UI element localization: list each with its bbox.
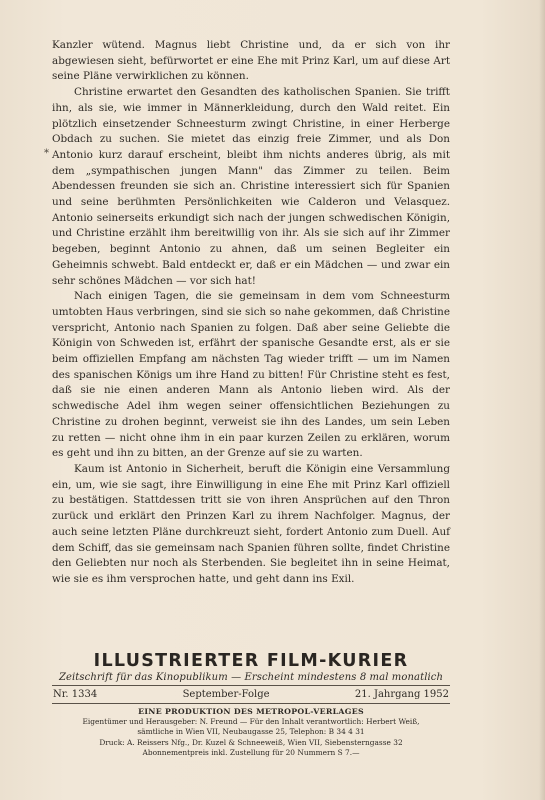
imprint-line: Druck: A. Reissers Nfg., Dr. Kuzel & Schneeweiß, Wien VII, Siebensterngasse 32: [99, 737, 403, 747]
divider: [52, 685, 450, 686]
masthead: [52, 651, 450, 758]
imprint-line: Eigentümer und Herausgeber: N. Freund — Für den Inhalt verantwortlich: Herbert Weiß,: [82, 717, 420, 727]
issue-info: [52, 688, 450, 701]
paragraph: Christine erwartet den Gesandten des katholischen Spanien. Sie trifft ihn, als sie, wie immer in Männerkleidung, durch den Wald reitet. Ein plötzlich einsetzender Schneesturm zwingt Christine, in einer Herberge Obdach zu suchen. Sie mietet das einzig freie Zimmer, und als Don Antonio kurz darauf erscheint, bleibt ihm nichts anderes übrig, als mit dem „sympathischen jungen Mann" das Zimmer zu teilen. Beim Abendessen freunden sie sich an. Christine interessiert sich für Spanien und seine berühmten Persönlichkeiten wie Calderon und Velasquez. Antonio seinerseits erkundigt sich nach der jungen schwedischen Königin, und Christine erzählt ihm bereitwillig von ihr. Als sie sich auf ihr Zimmer begeben, beginnt Antonio zu ahnen, daß um seinen Begleiter ein Geheimnis schwebt. Bald entdeckt er, daß er ein Mädchen — und zwar ein sehr schönes Mädchen — vor sich hat!: [52, 86, 450, 287]
paragraph: Kanzler wütend. Magnus liebt Christine und, da er sich von ihr abgewiesen sieht, befürwortet er eine Ehe mit Prinz Karl, um auf diese Art seine Pläne verwirklichen zu können.: [52, 39, 450, 83]
issue-series: September-Folge: [182, 689, 270, 700]
margin-mark: *: [44, 148, 49, 159]
paragraph: Kaum ist Antonio in Sicherheit, beruft die Königin eine Versammlung ein, um, wie sie sagt, ihre Einwilligung in eine Ehe mit Prinz Karl offiziell zu bestätigen. Stattdessen tritt sie von ihren Ansprüchen auf den Thron zurück und erklärt den Prinzen Karl zu ihrem Nachfolger. Magnus, der auch seine letzten Pläne durchkreuzt sieht, fordert Antonio zum Duell. Auf dem Schiff, das sie gemeinsam nach Spanien führen sollte, findet Christine den Geliebten nur noch als Sterbenden. Sie begleitet ihn in seine Heimat, wie sie es ihm versprochen hatte, und geht dann ins Exil.: [52, 462, 450, 585]
imprint-line: Abonnementpreis inkl. Zustellung für 20 Nummern S 7.—: [142, 747, 360, 757]
page-edge-shadow: [539, 0, 545, 800]
magazine-subtitle: Zeitschrift für das Kinopublikum — Erscheint mindestens 8 mal monatlich: [58, 672, 444, 683]
divider: [52, 703, 450, 704]
magazine-title: ILLUSTRIERTER FILM-KURIER: [93, 651, 409, 671]
issue-volume: 21. Jahrgang 1952: [354, 689, 449, 700]
imprint: [52, 707, 450, 758]
paragraph: Nach einigen Tagen, die sie gemeinsam in dem vom Schneesturm umtobten Haus verbringen, sind sie sich so nahe gekommen, daß Christine verspricht, Antonio nach Spanien zu folgen. Daß aber seine Geliebte die Königin von Schweden ist, erfährt der spanische Gesandte erst, als er sie beim offiziellen Empfang am nächsten Tag wieder trifft — um im Namen des spanischen Königs um ihre Hand zu bitten! Für Christine steht es fest, daß sie nie einen anderen Mann als Antonio lieben wird. Als der schwedische Adel ihm wegen seiner offensichtlichen Beziehungen zu Christine zu drohen beginnt, verweist sie ihn des Landes, um sein Leben zu retten — nicht ohne ihm in ein paar kurzen Zeilen zu erklären, worum es geht und ihn zu bitten, an der Grenze auf sie zu warten.: [52, 290, 450, 460]
imprint-line: sämtliche in Wien VII, Neubaugasse 25, Telephon: B 34 4 31: [137, 727, 365, 737]
imprint-production: EINE PRODUKTION DES METROPOL-VERLAGES: [138, 707, 364, 716]
issue-number: Nr. 1334: [53, 689, 98, 700]
synopsis-text: [52, 38, 450, 588]
